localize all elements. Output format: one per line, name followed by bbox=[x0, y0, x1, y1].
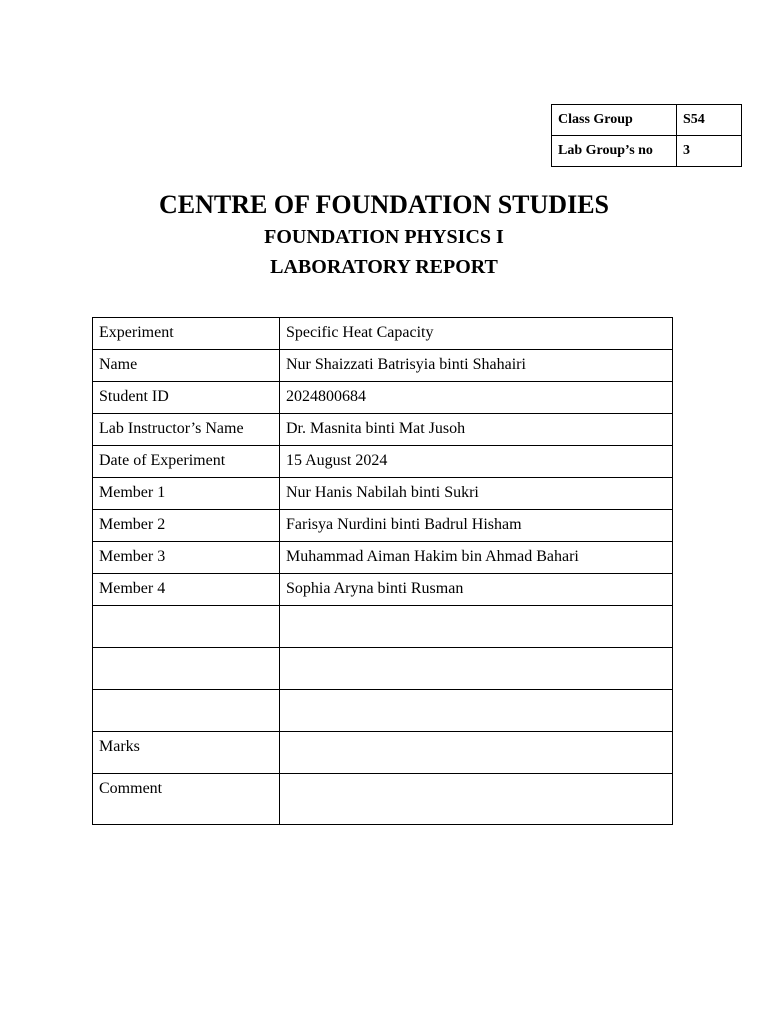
table-row bbox=[93, 510, 673, 542]
row-value: Muhammad Aiman Hakim bin Ahmad Bahari bbox=[280, 542, 673, 574]
report-info-table bbox=[92, 317, 673, 825]
table-row bbox=[93, 648, 673, 690]
lab-group-label: Lab Group’s no bbox=[552, 136, 677, 167]
marks-row bbox=[93, 732, 673, 774]
table-row bbox=[93, 478, 673, 510]
marks-value bbox=[280, 732, 673, 774]
table-row bbox=[93, 446, 673, 478]
marks-label: Marks bbox=[93, 732, 280, 774]
row-value: 15 August 2024 bbox=[280, 446, 673, 478]
row-value bbox=[280, 648, 673, 690]
table-row bbox=[93, 414, 673, 446]
row-value: Specific Heat Capacity bbox=[280, 318, 673, 350]
row-value: Nur Hanis Nabilah binti Sukri bbox=[280, 478, 673, 510]
row-label bbox=[93, 648, 280, 690]
row-label bbox=[93, 606, 280, 648]
class-group-label: Class Group bbox=[552, 105, 677, 136]
table-row bbox=[93, 690, 673, 732]
row-label: Member 1 bbox=[93, 478, 280, 510]
row-value: Farisya Nurdini binti Badrul Hisham bbox=[280, 510, 673, 542]
lab-group-value: 3 bbox=[677, 136, 742, 167]
report-title: LABORATORY REPORT bbox=[270, 256, 498, 278]
row-label: Member 2 bbox=[93, 510, 280, 542]
row-value: Nur Shaizzati Batrisyia binti Shahairi bbox=[280, 350, 673, 382]
institution-title: CENTRE OF FOUNDATION STUDIES bbox=[158, 190, 609, 219]
class-group-value: S54 bbox=[677, 105, 742, 136]
course-title: FOUNDATION PHYSICS I bbox=[264, 226, 504, 248]
row-label: Date of Experiment bbox=[93, 446, 280, 478]
table-row bbox=[93, 318, 673, 350]
row-value: Sophia Aryna binti Rusman bbox=[280, 574, 673, 606]
comment-value bbox=[280, 774, 673, 825]
row-value: Dr. Masnita binti Mat Jusoh bbox=[280, 414, 673, 446]
row-label: Student ID bbox=[93, 382, 280, 414]
group-info-table bbox=[551, 104, 742, 167]
row-value: 2024800684 bbox=[280, 382, 673, 414]
table-row bbox=[93, 574, 673, 606]
row-label: Experiment bbox=[93, 318, 280, 350]
table-row bbox=[93, 350, 673, 382]
table-row bbox=[93, 606, 673, 648]
row-label: Lab Instructor’s Name bbox=[93, 414, 280, 446]
row-value bbox=[280, 690, 673, 732]
table-row bbox=[93, 382, 673, 414]
row-label bbox=[93, 690, 280, 732]
row-label: Member 3 bbox=[93, 542, 280, 574]
row-value bbox=[280, 606, 673, 648]
comment-row bbox=[93, 774, 673, 825]
class-group-row bbox=[552, 105, 742, 136]
lab-group-row bbox=[552, 136, 742, 167]
row-label: Name bbox=[93, 350, 280, 382]
table-row bbox=[93, 542, 673, 574]
comment-label: Comment bbox=[93, 774, 280, 825]
row-label: Member 4 bbox=[93, 574, 280, 606]
